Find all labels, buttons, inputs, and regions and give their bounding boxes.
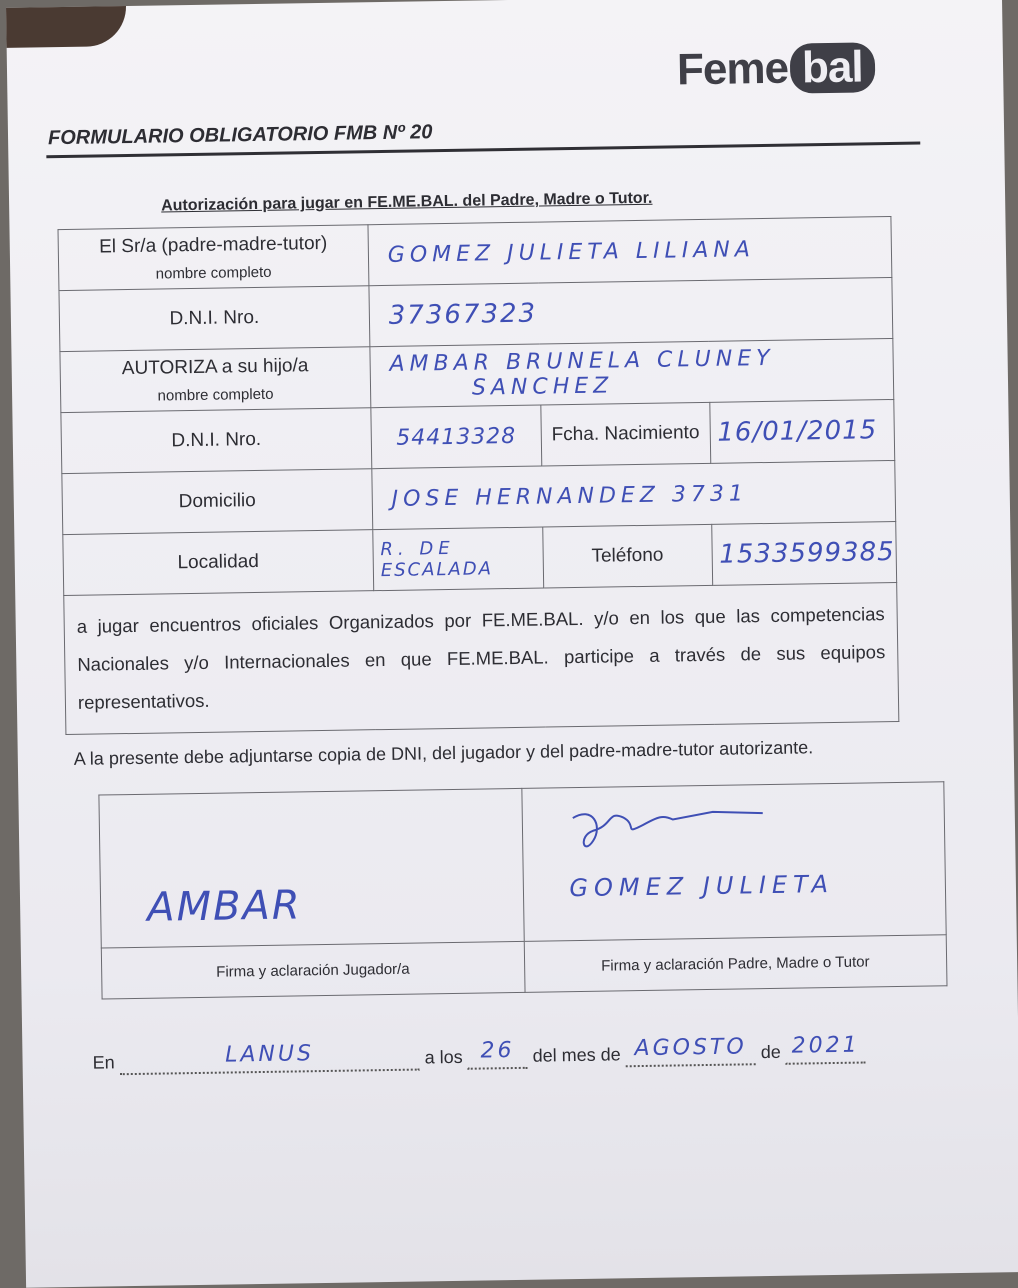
finger-shadow: [6, 6, 127, 48]
parent-signature-scribble-icon: [562, 793, 783, 866]
player-signature-caption: Firma y aclaración Jugador/a: [101, 941, 524, 999]
form-subtitle: Autorización para jugar en FE.ME.BAL. del Padre, Madre o Tutor.: [161, 189, 653, 215]
signature-table: [98, 781, 947, 999]
femebal-logo: Feme bal: [677, 42, 875, 95]
child-sublabel: nombre completo: [157, 385, 274, 405]
table-row: [64, 582, 899, 734]
city-field[interactable]: [373, 527, 544, 591]
player-signature-box[interactable]: [99, 788, 524, 948]
month-field[interactable]: [626, 1034, 756, 1067]
parent-signature-caption: Firma y aclaración Padre, Madre o Tutor: [524, 935, 947, 993]
player-signature: AMBAR: [146, 882, 302, 931]
phone-value: 1533599385: [719, 536, 895, 570]
dni1-label: D.N.I. Nro.: [59, 286, 370, 352]
place-value: LANUS: [224, 1041, 315, 1068]
footer-del-mes: del mes de: [532, 1044, 621, 1066]
parent-name-value: GOMEZ JULIETA LILIANA: [387, 236, 756, 268]
parent-name-field[interactable]: [368, 217, 892, 286]
attachment-note: A la presente debe adjuntarse copia de DNI, del jugador y del padre-madre-tutor autorizante.: [73, 737, 814, 769]
phone-label: Teléfono: [543, 524, 713, 588]
authorization-table: [58, 216, 900, 735]
address-label: Domicilio: [62, 469, 373, 535]
year-value: 2021: [791, 1032, 860, 1059]
parent-label-cell: [58, 225, 369, 291]
place-field[interactable]: [119, 1041, 419, 1076]
parent-sublabel: nombre completo: [155, 263, 272, 283]
year-field[interactable]: [786, 1032, 866, 1065]
child-name-value-2: SANCHEZ: [471, 373, 614, 401]
footer-en: En: [92, 1052, 115, 1073]
footer-de: de: [760, 1041, 781, 1063]
child-dni-field[interactable]: [371, 405, 542, 469]
address-field[interactable]: [372, 460, 896, 529]
parent-dni-field[interactable]: [369, 278, 893, 347]
child-dni-value: 54413328: [396, 423, 517, 451]
city-value-1: R. DE: [380, 537, 455, 561]
day-value: 26: [480, 1038, 515, 1064]
birth-date-value: 16/01/2015: [717, 415, 878, 448]
parent-dni-value: 37367323: [388, 298, 538, 331]
parent-label: El Sr/a (padre-madre-tutor): [99, 232, 328, 257]
footer-a-los: a los: [424, 1046, 463, 1068]
city-label: Localidad: [63, 530, 374, 596]
birth-date-field[interactable]: [709, 399, 894, 463]
address-value: JOSE HERNANDEZ 3731: [391, 480, 749, 512]
city-value-2: ESCALADA: [380, 558, 494, 582]
dni2-label: D.N.I. Nro.: [61, 408, 372, 474]
child-label: AUTORIZA a su hijo/a: [121, 354, 309, 379]
phone-field[interactable]: [711, 521, 896, 585]
parent-signature-name: GOMEZ JULIETA: [569, 869, 835, 903]
authorization-paragraph: a jugar encuentros oficiales Organizados por FE.ME.BAL. y/o en los que las competencias Nacionales y/o Internacionales en que FE.ME.BAL. participe a través de sus equipos representativos.: [64, 582, 899, 734]
child-label-cell: [60, 347, 371, 413]
birth-label: Fcha. Nacimiento: [541, 402, 711, 466]
day-field[interactable]: [468, 1038, 528, 1070]
parent-signature-box[interactable]: [521, 782, 946, 942]
place-date-line: [92, 1032, 866, 1076]
child-name-field[interactable]: [370, 338, 894, 407]
form-title: FORMULARIO OBLIGATORIO FMB Nº 20: [47, 121, 433, 150]
month-value: AGOSTO: [634, 1034, 747, 1062]
child-name-value-1: AMBAR BRUNELA CLUNEY: [389, 345, 775, 377]
form-sheet: [6, 0, 1018, 1288]
